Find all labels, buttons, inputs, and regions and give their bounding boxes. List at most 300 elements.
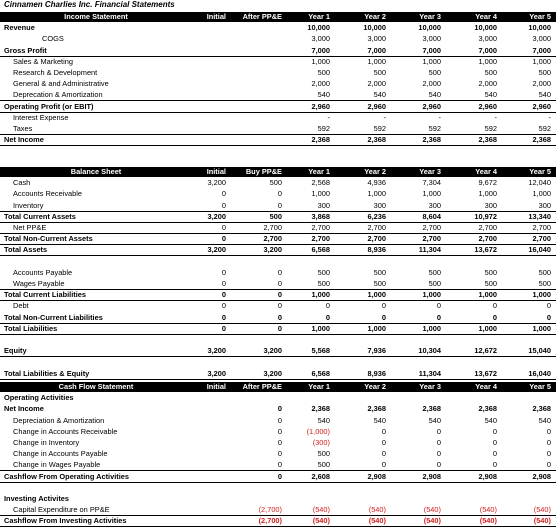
value-cell[interactable]: 1,000 xyxy=(532,56,551,66)
column-header: Year 1 xyxy=(308,12,330,21)
value-cell[interactable]: 2,368 xyxy=(532,135,551,145)
value-cell[interactable]: 1,000 xyxy=(311,56,330,66)
value-cell[interactable]: 592 xyxy=(373,124,386,133)
value-cell[interactable]: 8,936 xyxy=(367,245,386,255)
income-statement-row[interactable] xyxy=(0,79,556,89)
column-header: After PP&E xyxy=(242,382,282,391)
value-cell[interactable]: 16,040 xyxy=(528,368,551,378)
value-cell[interactable]: - xyxy=(383,112,386,122)
row-label: Investing Activites xyxy=(4,494,70,503)
row-label: Depreciation & Amortization xyxy=(13,415,105,425)
value-cell[interactable]: 0 xyxy=(546,460,551,470)
value-cell[interactable]: 2,700 xyxy=(263,223,282,232)
value-cell[interactable]: 300 xyxy=(428,200,441,210)
row-label: Taxes xyxy=(13,124,33,133)
value-cell[interactable]: 4,936 xyxy=(367,178,386,188)
value-cell[interactable]: 3,200 xyxy=(263,368,282,378)
value-cell[interactable]: 500 xyxy=(428,267,441,277)
cash-flow-statement-row[interactable] xyxy=(0,460,556,470)
value-cell[interactable]: - xyxy=(494,112,497,122)
value-cell[interactable]: 1,000 xyxy=(367,290,386,300)
value-cell[interactable]: 500 xyxy=(373,279,386,288)
value-cell[interactable]: 2,960 xyxy=(422,101,441,111)
balance-sheet-row[interactable] xyxy=(0,357,556,367)
balance-sheet-row[interactable] xyxy=(0,201,556,211)
value-cell[interactable]: 0 xyxy=(546,301,551,311)
value-cell[interactable]: 540 xyxy=(538,415,551,425)
balance-sheet-row[interactable] xyxy=(0,223,556,233)
value-cell[interactable]: 2,608 xyxy=(311,471,330,481)
section-title: Cash Flow Statement xyxy=(58,382,134,391)
value-cell[interactable]: 0 xyxy=(277,267,282,277)
value-cell[interactable]: 13,340 xyxy=(528,211,551,221)
value-cell[interactable]: 0 xyxy=(381,438,386,447)
value-cell[interactable]: 5,568 xyxy=(311,346,330,356)
value-cell[interactable]: 2,000 xyxy=(478,79,497,89)
value-cell[interactable]: 7,000 xyxy=(367,45,386,55)
balance-sheet-row[interactable] xyxy=(0,301,556,311)
value-cell[interactable]: 0 xyxy=(381,312,386,322)
value-cell[interactable]: 3,200 xyxy=(207,211,226,221)
value-cell[interactable]: 0 xyxy=(492,460,497,470)
value-cell[interactable]: 500 xyxy=(538,279,551,288)
value-cell[interactable]: 2,908 xyxy=(532,471,551,481)
value-cell[interactable]: 0 xyxy=(492,312,497,322)
row-label: Change in Wages Payable xyxy=(13,460,101,470)
column-header: Initial xyxy=(206,382,226,391)
value-cell[interactable]: 3,000 xyxy=(367,34,386,44)
value-cell[interactable]: 1,000 xyxy=(311,323,330,333)
value-cell[interactable]: (540) xyxy=(533,516,551,526)
row-divider xyxy=(0,145,556,146)
value-cell[interactable]: 1,000 xyxy=(367,323,386,333)
value-cell[interactable]: 2,908 xyxy=(367,471,386,481)
income-statement-row[interactable] xyxy=(0,57,556,67)
value-cell[interactable]: 0 xyxy=(277,415,282,425)
value-cell[interactable]: 0 xyxy=(492,449,497,459)
value-cell[interactable]: 1,000 xyxy=(311,290,330,300)
section-title: Balance Sheet xyxy=(70,167,122,176)
value-cell[interactable]: 0 xyxy=(221,279,226,288)
value-cell[interactable]: 16,040 xyxy=(528,245,551,255)
value-cell[interactable]: 3,000 xyxy=(311,34,330,44)
row-label: COGS xyxy=(42,34,64,44)
value-cell[interactable]: (540) xyxy=(533,505,551,515)
value-cell[interactable]: 500 xyxy=(317,279,330,288)
value-cell[interactable]: 2,700 xyxy=(367,223,386,232)
value-cell[interactable]: 8,604 xyxy=(422,211,441,221)
value-cell[interactable]: 3,200 xyxy=(263,245,282,255)
value-cell[interactable]: 500 xyxy=(317,68,330,77)
balance-sheet-row[interactable] xyxy=(0,268,556,278)
value-cell[interactable]: - xyxy=(548,112,551,122)
income-statement-row[interactable] xyxy=(0,124,556,134)
value-cell[interactable]: (540) xyxy=(312,516,330,526)
income-statement-row[interactable] xyxy=(0,102,556,112)
value-cell[interactable]: 1,000 xyxy=(367,189,386,199)
cash-flow-statement-row[interactable] xyxy=(0,505,556,515)
value-cell[interactable]: 10,972 xyxy=(474,211,497,221)
value-cell[interactable]: 1,000 xyxy=(478,323,497,333)
value-cell[interactable]: 3,200 xyxy=(207,368,226,378)
value-cell[interactable]: 1,000 xyxy=(532,323,551,333)
value-cell[interactable]: 0 xyxy=(277,460,282,470)
value-cell[interactable]: 0 xyxy=(436,426,441,436)
value-cell[interactable]: 6,568 xyxy=(311,245,330,255)
value-cell[interactable]: 0 xyxy=(381,301,386,311)
value-cell[interactable]: 0 xyxy=(546,438,551,447)
value-cell[interactable]: 300 xyxy=(484,200,497,210)
row-label: Cashflow From Operating Activities xyxy=(4,471,129,481)
row-label: Gross Profit xyxy=(4,45,47,55)
value-cell[interactable]: 0 xyxy=(436,460,441,470)
value-cell[interactable]: 592 xyxy=(484,124,497,133)
column-header: Year 2 xyxy=(364,382,386,391)
row-label: Net PP&E xyxy=(13,223,47,232)
value-cell[interactable]: 500 xyxy=(484,267,497,277)
column-header: Year 2 xyxy=(364,12,386,21)
value-cell[interactable]: 0 xyxy=(325,312,330,322)
column-header: Year 4 xyxy=(475,12,497,21)
value-cell[interactable]: 10,000 xyxy=(418,23,441,33)
value-cell[interactable]: 10,304 xyxy=(418,346,441,356)
cash-flow-statement-row[interactable] xyxy=(0,438,556,448)
value-cell[interactable]: (540) xyxy=(479,516,497,526)
value-cell[interactable]: 0 xyxy=(546,449,551,459)
value-cell[interactable]: 0 xyxy=(381,426,386,436)
value-cell[interactable]: 2,960 xyxy=(478,101,497,111)
value-cell[interactable]: (540) xyxy=(423,516,441,526)
value-cell[interactable]: (2,700) xyxy=(258,516,282,526)
value-cell[interactable]: 0 xyxy=(492,426,497,436)
value-cell[interactable]: 2,700 xyxy=(478,234,497,244)
value-cell[interactable]: 0 xyxy=(381,449,386,459)
balance-sheet-row[interactable] xyxy=(0,189,556,199)
value-cell[interactable]: 1,000 xyxy=(311,189,330,199)
value-cell[interactable]: 500 xyxy=(484,68,497,77)
value-cell[interactable]: 500 xyxy=(428,68,441,77)
value-cell[interactable]: 2,000 xyxy=(311,79,330,89)
value-cell[interactable]: 2,700 xyxy=(263,234,282,244)
value-cell[interactable]: 0 xyxy=(492,301,497,311)
cash-flow-statement-row[interactable] xyxy=(0,483,556,493)
value-cell[interactable]: 0 xyxy=(221,189,226,199)
value-cell[interactable]: 0 xyxy=(546,312,551,322)
row-label: Cash xyxy=(13,178,31,188)
value-cell[interactable]: 2,700 xyxy=(532,223,551,232)
value-cell[interactable]: 2,908 xyxy=(478,471,497,481)
value-cell[interactable]: 0 xyxy=(221,323,226,333)
balance-sheet-row[interactable] xyxy=(0,313,556,323)
value-cell[interactable]: - xyxy=(327,112,330,122)
value-cell[interactable]: 2,368 xyxy=(311,404,330,414)
value-cell[interactable]: 540 xyxy=(317,90,330,100)
row-label: Operating Profit (or EBIT) xyxy=(4,101,94,111)
value-cell[interactable]: 1,000 xyxy=(422,290,441,300)
value-cell[interactable]: 540 xyxy=(373,90,386,100)
balance-sheet-row[interactable] xyxy=(0,279,556,289)
row-label: Change in Accounts Receivable xyxy=(13,426,118,436)
row-label: Debt xyxy=(13,301,29,311)
value-cell[interactable]: 500 xyxy=(317,460,330,470)
value-cell[interactable]: 300 xyxy=(373,200,386,210)
row-label: Revenue xyxy=(4,23,35,33)
value-cell[interactable]: 1,000 xyxy=(478,189,497,199)
value-cell[interactable]: 592 xyxy=(538,124,551,133)
value-cell[interactable]: 6,236 xyxy=(367,211,386,221)
row-label: Total Assets xyxy=(4,245,48,255)
value-cell[interactable]: 3,200 xyxy=(207,346,226,356)
value-cell[interactable]: 0 xyxy=(277,312,282,322)
value-cell[interactable]: 15,040 xyxy=(528,346,551,356)
value-cell[interactable]: 2,700 xyxy=(311,223,330,232)
value-cell[interactable]: 13,672 xyxy=(474,368,497,378)
value-cell[interactable]: 0 xyxy=(277,323,282,333)
value-cell[interactable]: 2,368 xyxy=(478,135,497,145)
value-cell[interactable]: 1,000 xyxy=(478,56,497,66)
value-cell[interactable]: 11,304 xyxy=(418,245,441,255)
row-label: Change in Inventory xyxy=(13,438,80,447)
value-cell[interactable]: 500 xyxy=(269,178,282,188)
value-cell[interactable]: 0 xyxy=(436,301,441,311)
value-cell[interactable]: 2,368 xyxy=(367,404,386,414)
row-label: Net Income xyxy=(4,404,44,414)
value-cell[interactable]: 500 xyxy=(428,279,441,288)
value-cell[interactable]: 2,368 xyxy=(367,135,386,145)
value-cell[interactable]: 3,200 xyxy=(207,245,226,255)
balance-sheet-row[interactable] xyxy=(0,324,556,334)
value-cell[interactable]: 0 xyxy=(277,438,282,447)
value-cell[interactable]: - xyxy=(438,112,441,122)
value-cell[interactable]: 0 xyxy=(277,404,282,414)
value-cell[interactable]: 1,000 xyxy=(422,323,441,333)
value-cell[interactable]: 2,908 xyxy=(422,471,441,481)
row-divider xyxy=(0,379,556,380)
value-cell[interactable]: 7,000 xyxy=(478,45,497,55)
value-cell[interactable]: (540) xyxy=(312,505,330,515)
income-statement-row[interactable] xyxy=(0,113,556,123)
value-cell[interactable]: 2,960 xyxy=(311,101,330,111)
value-cell[interactable]: 0 xyxy=(277,449,282,459)
value-cell[interactable]: (300) xyxy=(312,438,330,447)
value-cell[interactable]: 540 xyxy=(484,415,497,425)
value-cell[interactable]: 540 xyxy=(428,415,441,425)
balance-sheet-row[interactable] xyxy=(0,346,556,356)
row-label: Total Non-Current Liabilities xyxy=(4,312,103,322)
row-label: Total Non-Current Assets xyxy=(4,234,93,244)
balance-sheet-row[interactable] xyxy=(0,369,556,379)
row-label: Total Liabilities xyxy=(4,323,58,333)
value-cell[interactable]: 2,000 xyxy=(422,79,441,89)
column-header: Year 3 xyxy=(419,12,441,21)
value-cell[interactable]: 10,000 xyxy=(474,23,497,33)
value-cell[interactable]: 6,568 xyxy=(311,368,330,378)
value-cell[interactable]: (540) xyxy=(479,505,497,515)
cash-flow-statement-row[interactable] xyxy=(0,404,556,414)
value-cell[interactable]: 2,700 xyxy=(422,234,441,244)
value-cell[interactable]: 10,000 xyxy=(363,23,386,33)
value-cell[interactable]: 0 xyxy=(277,290,282,300)
cash-flow-statement-row[interactable] xyxy=(0,494,556,504)
value-cell[interactable]: 2,700 xyxy=(367,234,386,244)
value-cell[interactable]: 0 xyxy=(325,301,330,311)
value-cell[interactable]: 2,700 xyxy=(422,223,441,232)
value-cell[interactable]: 540 xyxy=(317,415,330,425)
row-label: Accounts Receivable xyxy=(13,189,83,199)
value-cell[interactable]: 540 xyxy=(428,90,441,100)
value-cell[interactable]: 3,000 xyxy=(532,34,551,44)
value-cell[interactable]: 2,700 xyxy=(478,223,497,232)
value-cell[interactable]: 0 xyxy=(277,301,282,311)
value-cell[interactable]: 0 xyxy=(277,189,282,199)
value-cell[interactable]: 0 xyxy=(277,279,282,288)
row-label: Accounts Payable xyxy=(13,267,73,277)
value-cell[interactable]: 500 xyxy=(373,267,386,277)
balance-sheet-row[interactable] xyxy=(0,245,556,255)
value-cell[interactable]: 0 xyxy=(221,234,226,244)
cash-flow-statement-row[interactable] xyxy=(0,449,556,459)
value-cell[interactable]: 500 xyxy=(269,211,282,221)
value-cell[interactable]: 12,040 xyxy=(528,178,551,188)
value-cell[interactable]: 3,868 xyxy=(311,211,330,221)
value-cell[interactable]: 3,200 xyxy=(207,178,226,188)
column-header: Year 3 xyxy=(419,382,441,391)
value-cell[interactable]: 0 xyxy=(221,223,226,232)
value-cell[interactable]: 2,368 xyxy=(311,135,330,145)
value-cell[interactable]: 0 xyxy=(492,438,497,447)
value-cell[interactable]: 500 xyxy=(317,449,330,459)
value-cell[interactable]: 1,000 xyxy=(367,56,386,66)
balance-sheet-row[interactable] xyxy=(0,290,556,300)
value-cell[interactable]: (540) xyxy=(423,505,441,515)
row-label: Deprecation & Amortization xyxy=(13,90,103,100)
value-cell[interactable]: 540 xyxy=(538,90,551,100)
value-cell[interactable]: 2,700 xyxy=(311,234,330,244)
value-cell[interactable]: 3,200 xyxy=(263,346,282,356)
value-cell[interactable]: 0 xyxy=(221,200,226,210)
value-cell[interactable]: 7,000 xyxy=(311,45,330,55)
balance-sheet-header xyxy=(0,167,556,177)
value-cell[interactable]: 9,672 xyxy=(478,178,497,188)
value-cell[interactable]: 0 xyxy=(277,471,282,481)
value-cell[interactable]: 500 xyxy=(538,68,551,77)
value-cell[interactable]: 1,000 xyxy=(422,56,441,66)
value-cell[interactable]: 0 xyxy=(277,200,282,210)
value-cell[interactable]: 2,368 xyxy=(532,404,551,414)
value-cell[interactable]: 2,368 xyxy=(478,404,497,414)
row-label: Cashflow From Investing Activities xyxy=(4,516,127,526)
value-cell[interactable]: 7,000 xyxy=(422,45,441,55)
value-cell[interactable]: 2,960 xyxy=(532,101,551,111)
value-cell[interactable]: 0 xyxy=(381,460,386,470)
row-label: Total Liabilities & Equity xyxy=(4,368,90,378)
value-cell[interactable]: 0 xyxy=(436,438,441,447)
balance-sheet-row[interactable] xyxy=(0,335,556,345)
balance-sheet-row[interactable] xyxy=(0,257,556,267)
row-label: Change in Accounts Payable xyxy=(13,449,108,459)
income-statement-header xyxy=(0,12,556,22)
value-cell[interactable]: 2,368 xyxy=(422,135,441,145)
value-cell[interactable]: (2,700) xyxy=(258,505,282,515)
cash-flow-statement-row[interactable] xyxy=(0,427,556,437)
value-cell[interactable]: 2,000 xyxy=(367,79,386,89)
section-title: Income Statement xyxy=(64,12,128,21)
column-header: After PP&E xyxy=(242,12,282,21)
value-cell[interactable]: 540 xyxy=(373,415,386,425)
cash-flow-statement-row[interactable] xyxy=(0,516,556,526)
cash-flow-statement-row[interactable] xyxy=(0,393,556,403)
value-cell[interactable]: 1,000 xyxy=(422,189,441,199)
value-cell[interactable]: 0 xyxy=(436,312,441,322)
value-cell[interactable]: 13,672 xyxy=(474,245,497,255)
value-cell[interactable]: 12,672 xyxy=(474,346,497,356)
value-cell[interactable]: 300 xyxy=(317,200,330,210)
income-statement-row[interactable] xyxy=(0,34,556,44)
value-cell[interactable]: (540) xyxy=(368,505,386,515)
column-header: Year 1 xyxy=(308,382,330,391)
value-cell[interactable]: 3,000 xyxy=(478,34,497,44)
value-cell[interactable]: (540) xyxy=(368,516,386,526)
value-cell[interactable]: 2,700 xyxy=(532,234,551,244)
value-cell[interactable]: 500 xyxy=(317,267,330,277)
balance-sheet-row[interactable] xyxy=(0,212,556,222)
income-statement-row[interactable] xyxy=(0,90,556,100)
row-label: Net Income xyxy=(4,135,44,145)
value-cell[interactable]: 7,000 xyxy=(532,45,551,55)
value-cell[interactable]: 500 xyxy=(373,68,386,77)
value-cell[interactable]: 2,368 xyxy=(422,404,441,414)
value-cell[interactable]: 7,936 xyxy=(367,346,386,356)
value-cell[interactable]: 8,936 xyxy=(367,368,386,378)
cash-flow-statement-row[interactable] xyxy=(0,416,556,426)
value-cell[interactable]: 300 xyxy=(538,200,551,210)
value-cell[interactable]: 1,000 xyxy=(532,189,551,199)
value-cell[interactable]: 0 xyxy=(436,449,441,459)
value-cell[interactable]: 10,000 xyxy=(528,23,551,33)
value-cell[interactable]: 0 xyxy=(221,301,226,311)
cash-flow-statement-row[interactable] xyxy=(0,472,556,482)
value-cell[interactable]: 0 xyxy=(277,426,282,436)
value-cell[interactable]: (1,000) xyxy=(306,426,330,436)
value-cell[interactable]: 500 xyxy=(538,267,551,277)
value-cell[interactable]: 11,304 xyxy=(418,368,441,378)
value-cell[interactable]: 2,000 xyxy=(532,79,551,89)
value-cell[interactable]: 2,568 xyxy=(311,178,330,188)
value-cell[interactable]: 592 xyxy=(317,124,330,133)
value-cell[interactable]: 1,000 xyxy=(478,290,497,300)
value-cell[interactable]: 0 xyxy=(221,312,226,322)
income-statement-row[interactable] xyxy=(0,46,556,56)
value-cell[interactable]: 2,960 xyxy=(367,101,386,111)
value-cell[interactable]: 0 xyxy=(221,290,226,300)
value-cell[interactable]: 0 xyxy=(546,426,551,436)
income-statement-row[interactable] xyxy=(0,68,556,78)
value-cell[interactable]: 500 xyxy=(484,279,497,288)
row-label: Interest Expense xyxy=(13,112,69,122)
balance-sheet-row[interactable] xyxy=(0,178,556,188)
income-statement-row[interactable] xyxy=(0,135,556,145)
value-cell[interactable]: 592 xyxy=(428,124,441,133)
balance-sheet-row[interactable] xyxy=(0,234,556,244)
value-cell[interactable]: 0 xyxy=(221,267,226,277)
value-cell[interactable]: 10,000 xyxy=(307,23,330,33)
column-header: Year 5 xyxy=(529,382,551,391)
value-cell[interactable]: 7,304 xyxy=(422,178,441,188)
value-cell[interactable]: 540 xyxy=(484,90,497,100)
income-statement-row[interactable] xyxy=(0,23,556,33)
value-cell[interactable]: 1,000 xyxy=(532,290,551,300)
value-cell[interactable]: 3,000 xyxy=(422,34,441,44)
